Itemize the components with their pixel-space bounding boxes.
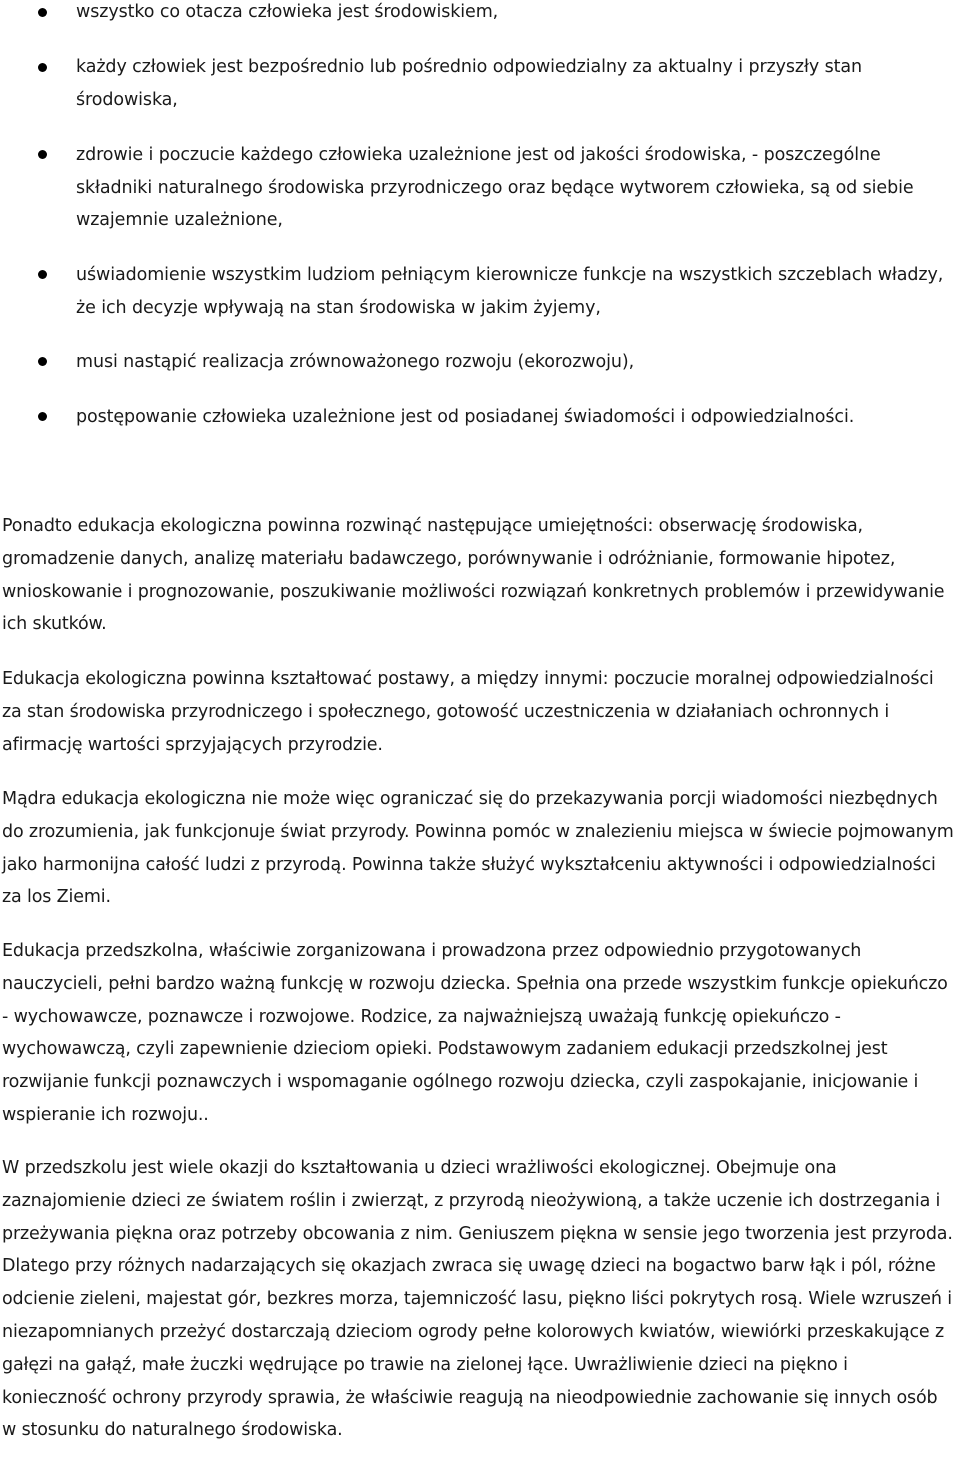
bullet-icon	[38, 412, 47, 421]
bullet-icon	[38, 150, 47, 159]
paragraph-skills: Ponadto edukacja ekologiczna powinna rozwinąć następujące umiejętności: obserwację środowiska, gromadzenie danych, analizę materiału badawczego, porównywanie i odróżnianie, formowanie hipotez, wnioskowanie i prognozowanie, poszukiwanie możliwości rozwiązań konkretnych problemów i przewidywanie ich skutków.	[2, 516, 945, 635]
paragraph-attitudes: Edukacja ekologiczna powinna kształtować postawy, a między innymi: poczucie moralnej odpowiedzialności za stan środowiska przyrodniczego i społecznego, gotowość uczestniczenia w działaniach ochronnych i afirmację wartości sprzyjających przyrodzie.	[2, 669, 934, 755]
bullet-text: postępowanie człowieka uzależnione jest od posiadanej świadomości i odpowiedzialności.	[76, 407, 855, 427]
bullet-text: wszystko co otacza człowieka jest środowiskiem,	[76, 2, 499, 22]
bullet-icon	[38, 8, 47, 17]
bullet-text: każdy człowiek jest bezpośrednio lub pośrednio odpowiedzialny za aktualny i przyszły stan środowiska,	[76, 57, 862, 110]
bullet-icon	[38, 270, 47, 279]
paragraph-preschool: Edukacja przedszkolna, właściwie zorganizowana i prowadzona przez odpowiednio przygotowanych nauczycieli, pełni bardzo ważną funkcję w rozwoju dziecka. Spełnia ona przede wszystkim funkcje opiekuńczo - wychowawcze, poznawcze i rozwojowe. Rodzice, za najważniejszą uważają funkcję opiekuńczo - wychowawczą, czyli zapewnienie dzieciom opieki. Podstawowym zadaniem edukacji przedszkolnej jest rozwijanie funkcji poznawczych i wspomaganie ogólnego rozwoju dziecka, czyli zaspokajanie, inicjowanie i wspieranie ich rozwoju..	[2, 941, 948, 1125]
paragraph-wise-education: Mądra edukacja ekologiczna nie może więc ograniczać się do przekazywania porcji wiadomości niezbędnych do zrozumienia, jak funkcjonuje świat przyrody. Powinna pomóc w znalezieniu miejsca w świecie pojmowanym jako harmonijna całość ludzi z przyrodą. Powinna także służyć wykształceniu aktywności i odpowiedzialności za los Ziemi.	[2, 789, 954, 908]
bullet-icon	[38, 63, 47, 72]
bullet-text: musi nastąpić realizacja zrównoważonego rozwoju (ekorozwoju),	[76, 352, 635, 372]
bullet-text: uświadomienie wszystkim ludziom pełniącym kierownicze funkcje na wszystkich szczeblach władzy, że ich decyzje wpływają na stan środowiska w jakim żyjemy,	[76, 265, 944, 318]
paragraph-sensitivity: W przedszkolu jest wiele okazji do kształtowania u dzieci wrażliwości ekologicznej. Obejmuje ona zaznajomienie dzieci ze światem roślin i zwierząt, z przyrodą nieożywioną, a także uczenie ich dostrzegania i przeżywania piękna oraz potrzeby obcowania z nim. Geniuszem piękna w sensie jego tworzenia jest przyroda. Dlatego przy różnych nadarzających się okazjach zwraca się uwagę dzieci na bogactwo barw łąk i pól, różne odcienie zieleni, majestat gór, bezkres morza, tajemniczość lasu, piękno liści pokrytych rosą. Wiele wzruszeń i niezapomnianych przeżyć dostarczają dzieciom ogrody pełne kolorowych kwiatów, wiewiórki przeskakujące z gałęzi na gałąź, małe żuczki wędrujące po trawie na zielonej łące. Uwrażliwienie dzieci na piękno i konieczność ochrony przyrody sprawia, że właściwie reagują na nieodpowiednie zachowanie się innych osób w stosunku do naturalnego środowiska.	[2, 1158, 953, 1441]
bullet-text: zdrowie i poczucie każdego człowieka uzależnione jest od jakości środowiska, - poszczególne składniki naturalnego środowiska przyrodniczego oraz będące wytworem człowieka, są od siebie wzajemnie uzależnione,	[76, 145, 914, 230]
bullet-icon	[38, 357, 47, 366]
